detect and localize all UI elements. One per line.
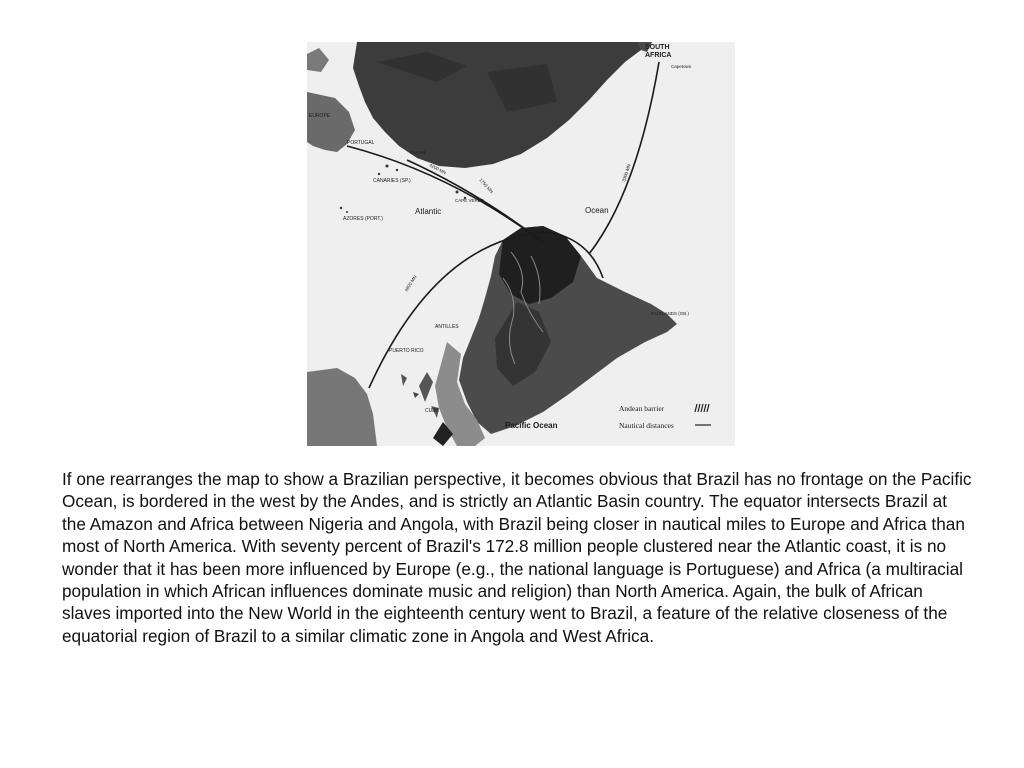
label-puerto-rico: PUERTO RICO — [389, 348, 424, 354]
label-canaries: CANARIES (SP.) — [373, 178, 411, 184]
legend-andean-barrier: Andean barrier — [619, 404, 665, 413]
label-azores: AZORES (PORT.) — [343, 216, 383, 222]
label-distance-3300: 3300 MN — [621, 163, 632, 183]
label-cuba: CUBA — [425, 408, 439, 414]
legend-nautical-distances: Nautical distances — [619, 421, 674, 430]
label-distance-1750: 1750 MN — [478, 177, 495, 195]
map-svg — [307, 42, 735, 446]
label-south: SOUTH — [645, 44, 670, 51]
label-dakar: DAKAR — [410, 150, 426, 155]
label-capetown: Capetown — [671, 64, 692, 69]
label-falklands: FALKLANDS (GB.) — [651, 311, 690, 316]
label-atlantic: Atlantic — [415, 207, 442, 216]
label-europe: EUROPE — [309, 113, 331, 119]
label-cape-verde: CAPE VERDE — [455, 198, 485, 203]
label-portugal: PORTUGAL — [347, 140, 375, 146]
map-caption: If one rearranges the map to show a Brazilian perspective, it becomes obvious that Brazil has no frontage on the Pacific Ocean, is bordered in the west by the Andes, and is strictly an Atlantic Basin country. The equator intersects Brazil at the Amazon and Africa between Nigeria and Angola, with Brazil being closer in nautical miles to Europe and Africa than most of North America. With seventy percent of Brazil's 172.8 million people clustered near the Atlantic coast, it is no wonder that it has been more influenced by Europe (e.g., the national language is Portuguese) and Africa (a multiracial population in which African influences dominate music and religion) than North America. Again, the bulk of African slaves imported into the New World in the eighteenth century went to Brazil, a feature of the relative closeness of the equatorial region of Brazil to a similar climatic zone in Angola and West Africa. — [62, 469, 972, 646]
brazil-perspective-map — [307, 42, 735, 446]
label-ocean: Ocean — [585, 206, 609, 215]
label-antilles: ANTILLES — [435, 324, 459, 330]
label-distance-4800: 4800 MN — [403, 274, 418, 293]
label-africa: AFRICA — [645, 52, 672, 59]
label-distance-4200: 4200 MN — [428, 162, 448, 176]
label-pacific-ocean: Pacific Ocean — [505, 421, 558, 430]
